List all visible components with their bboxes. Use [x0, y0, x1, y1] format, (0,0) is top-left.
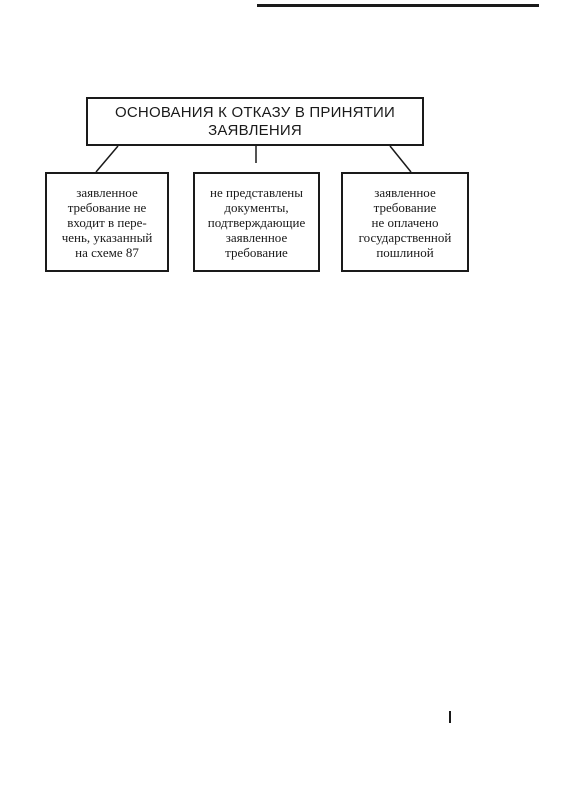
ground-box-not-in-list: [45, 172, 169, 272]
ground-2-line-2: документы,: [224, 199, 289, 215]
ground-1-line-3: входит в пере-: [67, 214, 147, 230]
ground-1-line-5: на схеме 87: [75, 244, 139, 260]
page-edge-mark: [449, 711, 451, 723]
ground-box-fee-unpaid: [341, 172, 469, 272]
connector-right: [390, 146, 411, 172]
ground-2-line-3: подтверждающие: [207, 214, 306, 230]
ground-2-line-4: заявленное: [225, 229, 288, 245]
ground-3-line-1: заявленное: [374, 184, 436, 200]
ground-3-line-5: пошлиной: [376, 244, 434, 260]
diagram-title-line-1: ОСНОВАНИЯ К ОТКАЗУ В ПРИНЯТИИ: [115, 103, 395, 121]
ground-3-line-4: государственной: [358, 229, 452, 245]
ground-2-line-1: не представлены: [210, 184, 303, 200]
ground-1-line-1: заявленное: [76, 184, 138, 200]
ground-1-line-2: требование не: [67, 199, 147, 215]
ground-box-no-documents: [193, 172, 320, 272]
diagram-title-line-2: ЗАЯВЛЕНИЯ: [208, 121, 302, 139]
ground-2-line-5: требование: [225, 244, 288, 260]
diagram-title-box: [86, 97, 424, 146]
connector-left: [96, 146, 118, 172]
ground-1-line-4: чень, указанный: [61, 229, 153, 245]
ground-3-line-2: требование: [373, 199, 437, 215]
ground-3-line-3: не оплачено: [371, 214, 439, 230]
